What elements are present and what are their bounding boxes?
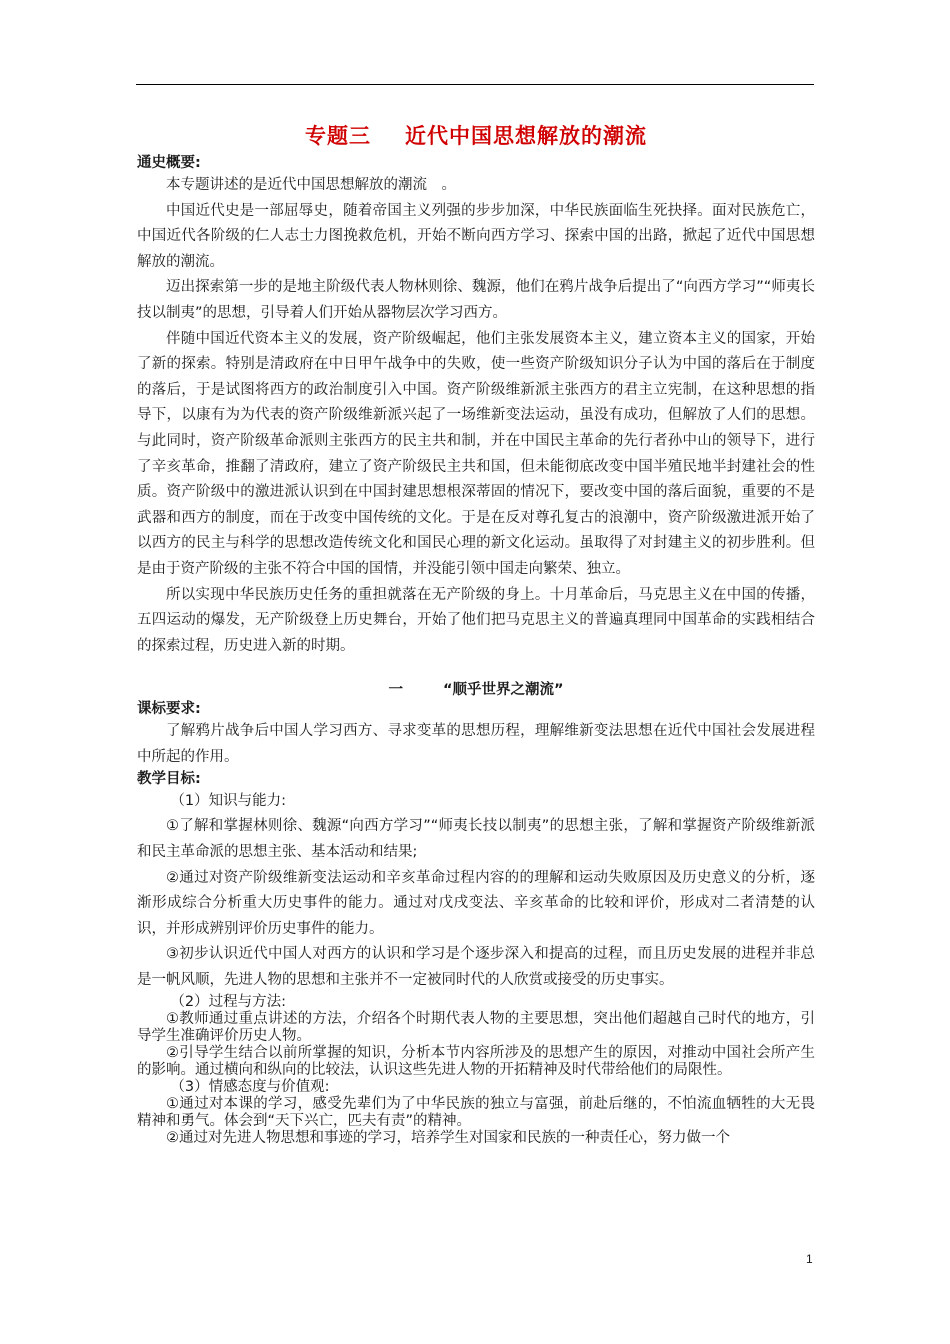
goal-knowledge-item-2: ②通过对资产阶级维新变法运动和辛亥革命过程内容的的理解和运动失败原因及历史意义的分析，逐渐形成综合分析重大历史事件的能力。通过对戊戌变法、辛亥革命的比较和评价，形成对二者清楚的认识，并形成辨别评价历史事件的能力。: [137, 869, 815, 937]
goal-knowledge-item-3: ③初步认识近代中国人对西方的认识和学习是个逐步深入和提高的过程，而且历史发展的进程并非总是一帆风顺，先进人物的思想和主张并不一定被同时代的人欣赏或接受的历史事实。: [137, 946, 815, 989]
page-content: [137, 118, 815, 1147]
overview-paragraph-1: 本专题讲述的是近代中国思想解放的潮流 。: [166, 177, 456, 193]
page-number: 1: [806, 1252, 813, 1266]
goal-values-heading: （3）情感态度与价值观:: [170, 1078, 330, 1095]
goals-label: 教学目标:: [137, 771, 201, 788]
goal-knowledge-heading: （1）知识与能力:: [170, 793, 286, 810]
overview-paragraph-3: 迈出探索第一步的是地主阶级代表人物林则徐、魏源，他们在鸦片战争后提出了“向西方学习”“师夷长技以制夷”的思想，引导着人们开始从器物层次学习西方。: [137, 279, 815, 321]
goal-process-item-2: ②引导学生结合以前所掌握的知识，分析本节内容所涉及的思想产生的原因，对推动中国社会所产生的影响。通过横向和纵向的比较法，认识这些先进人物的开拓精神及时代带给他们的局限性。: [137, 1044, 815, 1078]
document-title: [137, 118, 815, 154]
curriculum-label: 课标要求:: [137, 701, 201, 718]
goal-values-item-2: ②通过对先进人物思想和事迹的学习，培养学生对国家和民族的一种责任心，努力做一个: [166, 1129, 730, 1146]
goal-process-heading: （2）过程与方法:: [170, 993, 286, 1010]
goal-values-item-1: ①通过对本课的学习，感受先辈们为了中华民族的独立与富强，前赴后继的，不怕流血牺牲的大无畏精神和勇气。体会到“天下兴亡，匹夫有责”的精神。: [137, 1095, 815, 1129]
curriculum-paragraph: 了解鸦片战争后中国人学习西方、寻求变革的思想历程，理解维新变法思想在近代中国社会发展进程中所起的作用。: [137, 723, 815, 765]
overview-paragraph-4: 伴随中国近代资本主义的发展，资产阶级崛起，他们主张发展资本主义，建立资本主义的国家，开始了新的探索。特别是清政府在中日甲午战争中的失败，使一些资产阶级知识分子认为中国的落后在于制度的落后，于是试图将西方的政治制度引入中国。资产阶级维新派主张西方的君主立宪制，在这种思想的指导下，以康有为为代表的资产阶级维新派兴起了一场维新变法运动，虽没有成功，但解放了人们的思想。与此同时，资产阶级革命派则主张西方的民主共和制，并在中国民主革命的先行者孙中山的领导下，进行了辛亥革命，推翻了清政府，建立了资产阶级民主共和国，但未能彻底改变中国半殖民地半封建社会的性质。资产阶级中的激进派认识到在中国封建思想根深蒂固的情况下，要改变中国的落后面貌，重要的不是武器和西方的制度，而在于改变中国传统的文化。于是在反对尊孔复古的浪潮中，资产阶级激进派开始了以西方的民主与科学的思想改造传统文化和国民心理的新文化运动。虽取得了对封建主义的初步胜利。但是由于资产阶级的主张不符合中国的国情，并没能引领中国走向繁荣、独立。: [137, 330, 815, 577]
overview-paragraph-2: 中国近代史是一部屈辱史，随着帝国主义列强的步步加深，中华民族面临生死抉择。面对民族危亡，中国近代各阶级的仁人志士力图挽救危机，开始不断向西方学习、探索中国的出路，掀起了近代中国思想解放的潮流。: [137, 202, 815, 270]
section-title: “顺乎世界之潮流”: [442, 682, 564, 699]
overview-label: 通史概要:: [137, 155, 201, 171]
goal-process-item-1: ①教师通过重点讲述的方法，介绍各个时期代表人物的主要思想，突出他们超越自己时代的地方，引导学生准确评价历史人物。: [137, 1010, 815, 1044]
title-topic-number: 专题三: [305, 124, 371, 148]
goal-knowledge-item-1: ①了解和掌握林则徐、魏源“向西方学习”“师夷长技以制夷”的思想主张，了解和掌握资产阶级维新派和民主革命派的思想主张、基本活动和结果;: [137, 818, 815, 861]
section-number: 一: [388, 682, 403, 699]
overview-paragraph-5: 所以实现中华民族历史任务的重担就落在无产阶级的身上。十月革命后，马克思主义在中国的传播，五四运动的爆发，无产阶级登上历史舞台，开始了他们把马克思主义的普遍真理同中国革命的实践相结合的探索过程，历史进入新的时期。: [137, 586, 815, 654]
title-topic-name: 近代中国思想解放的潮流: [405, 124, 647, 148]
header-rule: [136, 84, 814, 85]
section-heading: [137, 680, 815, 700]
